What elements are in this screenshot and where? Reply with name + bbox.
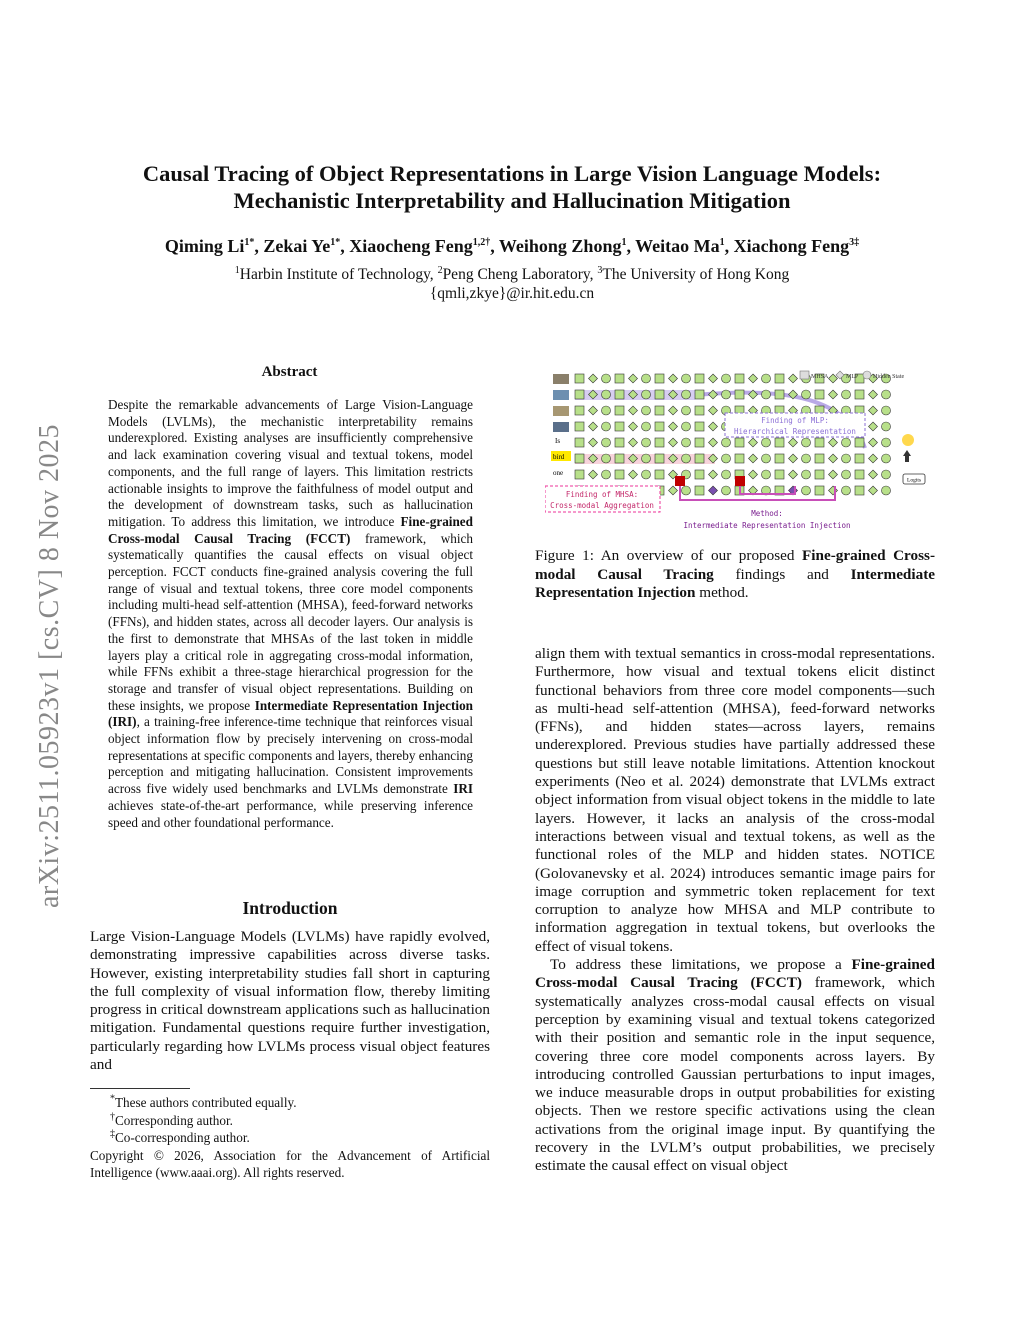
mlp-node — [629, 406, 638, 415]
image-patch — [553, 374, 569, 384]
mlp-finding-label: Hierarchical Representation — [734, 427, 856, 436]
token-label: Is — [555, 437, 561, 445]
hidden-state-node — [842, 470, 851, 479]
mhsa-finding-label: Finding of MHSA: — [565, 490, 639, 499]
mhsa-node — [655, 454, 664, 463]
mhsa-node — [815, 438, 824, 447]
affil-name: The University of Hong Kong — [602, 266, 790, 283]
affil-name: Harbin Institute of Technology, — [239, 266, 438, 283]
caption-bold: Fine-grained Cross-modal Causal Tracing — [535, 547, 935, 583]
footnote-text: These authors contributed equally. — [115, 1095, 297, 1110]
mlp-node — [749, 454, 758, 463]
hidden-state-node — [882, 486, 891, 495]
mlp-node — [709, 390, 718, 399]
hidden-state-node — [762, 454, 771, 463]
image-patch — [553, 422, 569, 432]
mhsa-node — [735, 374, 744, 383]
affil-sup: 2 — [437, 264, 443, 276]
author-sup: 1* — [244, 237, 255, 248]
mlp-node — [829, 470, 838, 479]
footnotes — [90, 1094, 490, 1182]
paragraph-text: To address these limitations, we propose a — [550, 956, 852, 974]
abstract-bold: Intermediate Representation Injection (IRI) — [108, 697, 473, 730]
hidden-state-node — [602, 454, 611, 463]
mlp-node — [629, 422, 638, 431]
mhsa-node — [695, 374, 704, 383]
author-sup: 1,2† — [472, 237, 491, 248]
mhsa-node — [695, 390, 704, 399]
mhsa-node — [615, 374, 624, 383]
hidden-state-node — [602, 406, 611, 415]
hidden-state-node — [642, 374, 651, 383]
mhsa-node — [575, 406, 584, 415]
abstract-text: achieves state-of-the-art performance, while preserving inference speed and other foundational performance. — [108, 797, 473, 830]
caption-text: method. — [695, 584, 749, 601]
hidden-state-node — [682, 486, 691, 495]
hidden-state-node — [802, 390, 811, 399]
mlp-node — [629, 438, 638, 447]
author-name: Xiachong Feng — [733, 236, 850, 256]
mhsa-node — [655, 406, 664, 415]
mhsa-node — [855, 486, 864, 495]
hidden-state-node — [602, 374, 611, 383]
title-line-1: Causal Tracing of Object Representations in Large Vision Language Models: — [142, 161, 882, 186]
footnote-1 — [90, 1094, 490, 1112]
mhsa-node — [615, 454, 624, 463]
hidden-state-node — [642, 422, 651, 431]
mhsa-node — [655, 374, 664, 383]
caption-text: Figure 1: An overview of our proposed — [535, 547, 803, 564]
legend-mhsa-label: MHSA — [811, 374, 829, 380]
mhsa-node — [615, 422, 624, 431]
author-name: Qiming Li — [164, 236, 245, 256]
hidden-state-node — [722, 374, 731, 383]
author-sup: 1* — [330, 237, 341, 248]
image-patch — [553, 406, 569, 416]
token-label: one — [553, 469, 564, 477]
mhsa-node — [575, 374, 584, 383]
hidden-state-node — [722, 454, 731, 463]
hidden-state-node — [602, 438, 611, 447]
legend-hidden-swatch — [863, 371, 871, 379]
mlp-node — [829, 454, 838, 463]
introduction-heading: Introduction — [242, 898, 338, 918]
mhsa-node — [775, 374, 784, 383]
caption-bold: Intermediate Representation Injection — [535, 565, 935, 601]
mlp-node — [669, 406, 678, 415]
mlp-node — [869, 486, 878, 495]
mlp-node — [589, 422, 598, 431]
hidden-state-node — [602, 422, 611, 431]
legend-hidden-label: Hidden State — [873, 374, 905, 380]
mlp-node — [589, 406, 598, 415]
mhsa-node — [655, 390, 664, 399]
affil-name: Peng Cheng Laboratory, — [442, 266, 598, 283]
affiliation-line — [60, 265, 964, 284]
mhsa-node — [855, 470, 864, 479]
mhsa-node — [655, 422, 664, 431]
abstract-bold: Fine-grained Cross-modal Causal Tracing (FCCT) — [108, 513, 473, 546]
hidden-state-node — [642, 406, 651, 415]
paper-title — [60, 160, 964, 214]
footnote-text: Co-corresponding author. — [115, 1130, 250, 1145]
mhsa-node — [775, 454, 784, 463]
legend-mhsa-swatch — [800, 371, 809, 379]
hidden-state-node — [882, 390, 891, 399]
mlp-node — [589, 438, 598, 447]
hidden-state-node — [602, 470, 611, 479]
hidden-state-node — [762, 374, 771, 383]
mhsa-node — [855, 390, 864, 399]
method-label: Method: — [751, 509, 783, 518]
hidden-state-node — [642, 390, 651, 399]
mlp-node — [829, 390, 838, 399]
mlp-node — [709, 422, 718, 431]
figure-1-diagram — [545, 368, 935, 535]
footnote-mark: † — [110, 1111, 115, 1123]
affiliations — [60, 265, 964, 303]
hidden-state-node — [882, 470, 891, 479]
figure-1 — [545, 368, 935, 535]
abstract-text: Despite the remarkable advancements of Large Vision-Language Models (LVLMs), the mechanistic interpretability remains underexplored. Existing analyses are insufficiently comprehensive and lack examination covering visual and textual tokens, model components, and the full range of layers. This limitation restricts actionable insights to improve the faithfulness of model output and the development of downstream tasks, such as hallucination mitigation. To address this limitation, we introduce — [108, 397, 473, 529]
author-name: Weihong Zhong — [498, 236, 622, 256]
bird-icon — [903, 450, 911, 462]
mlp-node — [789, 374, 798, 383]
mhsa-node — [695, 438, 704, 447]
footnote-mark: ‡ — [110, 1128, 115, 1140]
method-label: Intermediate Representation Injection — [683, 521, 851, 530]
hidden-state-node — [642, 470, 651, 479]
mlp-node — [629, 470, 638, 479]
mhsa-node — [655, 470, 664, 479]
abstract-bold: IRI — [453, 781, 473, 797]
mlp-node — [829, 438, 838, 447]
logits-label: Logits — [906, 477, 922, 484]
mhsa-node — [575, 470, 584, 479]
mlp-finding-label: Finding of MLP: — [761, 416, 829, 425]
introduction-body: Large Vision-Language Models (LVLMs) have rapidly evolved, demonstrating impressive capabilities across diverse tasks. However, existing interpretability studies fall short in capturing the full complexity of visual information flow, thereby limiting progress in critical downstream applications such as hallucination mitigation. Fundamental questions require further investigation, particularly regarding how LVLMs process visual object features and — [90, 928, 490, 1074]
sun-icon — [902, 434, 914, 446]
mlp-node — [789, 454, 798, 463]
arxiv-stamp — [10, 380, 70, 960]
mlp-node — [749, 438, 758, 447]
mhsa-node — [695, 406, 704, 415]
mlp-node — [749, 374, 758, 383]
paragraph — [535, 956, 935, 1176]
hidden-state-node — [722, 390, 731, 399]
figure-1-caption — [535, 547, 935, 603]
injection-marker — [735, 476, 745, 486]
mhsa-node — [575, 438, 584, 447]
mlp-node — [709, 406, 718, 415]
mhsa-finding-label: Cross-modal Aggregation — [550, 501, 654, 510]
mlp-node — [869, 454, 878, 463]
hidden-state-node — [802, 454, 811, 463]
mlp-node — [669, 422, 678, 431]
hidden-state-node — [722, 438, 731, 447]
hidden-state-node — [762, 390, 771, 399]
mlp-node — [869, 390, 878, 399]
mlp-node — [629, 374, 638, 383]
abstract-text: framework, which systematically quantifies the causal effects on visual object perception. FCCT conducts fine-grained analysis covering the full range of visual and textual tokens, three core model components including multi-head self-attention (MHSA), feed-forward networks (FFNs), and hidden states, across all decoder layers. Our analysis is the first to demonstrate that MHSAs of the last token in middle layers play a critical role in aggregating cross-modal information, while FFNs exhibit a three-stage hierarchical progression for the storage and transfer of visual object representations. Building on these insights, we propose — [108, 530, 473, 713]
mlp-node — [589, 374, 598, 383]
mhsa-node — [615, 406, 624, 415]
hidden-state-node — [602, 390, 611, 399]
mlp-node — [789, 470, 798, 479]
mhsa-node — [695, 486, 704, 495]
author-name: Xiaocheng Feng — [349, 236, 473, 256]
hidden-state-node — [682, 422, 691, 431]
mhsa-node — [735, 438, 744, 447]
mhsa-node — [775, 470, 784, 479]
footnote-3 — [90, 1129, 490, 1147]
mhsa-node — [655, 438, 664, 447]
hidden-state-node — [722, 470, 731, 479]
hidden-state-node — [682, 438, 691, 447]
hidden-state-node — [802, 438, 811, 447]
mhsa-node — [735, 390, 744, 399]
mhsa-node — [855, 454, 864, 463]
image-patch — [553, 390, 569, 400]
paragraph: align them with textual semantics in cross-modal representations. Furthermore, how visual and textual tokens elicit distinct functional behaviors from three core model components—such as multi-head self-attention (MHSA), feed-forward networks (FFNs), and hidden states—across layers, remains underexplored. Previous studies have partially addressed these questions but still leave notable limitations. Attention knockout experiments (Neo et al. 2024) demonstrate that LVLMs extract object information from visual object tokens in the middle to late layers. However, it lacks an analysis of the cross-modal interactions between visual and textual tokens, as well as the functional roles of the MLP and hidden states. NOTICE (Golovanevsky et al. 2024) introduces semantic image pairs for image corruption and symmetric token replacement for text corruption to analyze how MHSA and MLP contribute to information aggregation in textual tokens, but overlooks the effect of visual tokens. — [535, 645, 935, 955]
hidden-state-node — [642, 438, 651, 447]
abstract-body — [108, 397, 473, 831]
hidden-state-node — [682, 406, 691, 415]
footnote-text: Corresponding author. — [115, 1112, 233, 1128]
mhsa-node — [815, 486, 824, 495]
mhsa-node — [615, 470, 624, 479]
mhsa-node — [815, 470, 824, 479]
mlp-node — [709, 374, 718, 383]
mhsa-node — [815, 454, 824, 463]
hidden-state-node — [762, 470, 771, 479]
hidden-state-node — [802, 486, 811, 495]
title-line-2: Mechanistic Interpretability and Hallucination Mitigation — [233, 188, 791, 213]
mlp-node — [669, 438, 678, 447]
hidden-state-node — [762, 438, 771, 447]
mhsa-node — [695, 454, 704, 463]
hidden-state-node — [722, 486, 731, 495]
author-sup: 1 — [621, 237, 627, 248]
mhsa-node — [575, 422, 584, 431]
footnote-2 — [90, 1112, 490, 1130]
mlp-node — [789, 438, 798, 447]
footnote-mark: * — [110, 1093, 115, 1105]
caption-text: findings and — [713, 565, 851, 583]
mhsa-node — [775, 390, 784, 399]
mlp-node — [709, 486, 718, 495]
mlp-node — [709, 470, 718, 479]
mhsa-node — [615, 390, 624, 399]
mlp-node — [669, 374, 678, 383]
right-column-body — [535, 645, 935, 1176]
mlp-node — [669, 486, 678, 495]
hidden-state-node — [882, 406, 891, 415]
hidden-state-node — [682, 374, 691, 383]
hidden-state-node — [682, 390, 691, 399]
hidden-state-node — [842, 486, 851, 495]
author-email: {qmli,zkye}@ir.hit.edu.cn — [429, 285, 595, 302]
hidden-state-node — [842, 390, 851, 399]
author-list: Qiming $Li^{1*}$, Zekai $Ye^{1*}$, Xiaocheng Feng$^{1,2\dagger}$, Weihong Zhong$^1$, Weitao Ma$^1$, Xiachong Feng$^{3\ddagger}$ — [164, 236, 860, 256]
abstract-heading: Abstract — [261, 364, 318, 380]
hidden-state-node — [842, 454, 851, 463]
mhsa-node — [815, 390, 824, 399]
author-sup: 1 — [719, 237, 725, 248]
mlp-node — [709, 438, 718, 447]
hidden-state-node — [802, 470, 811, 479]
mhsa-node — [735, 454, 744, 463]
mhsa-node — [855, 438, 864, 447]
author-name: Weitao Ma — [635, 236, 720, 256]
mlp-node — [589, 470, 598, 479]
mhsa-node — [575, 390, 584, 399]
mlp-node — [749, 470, 758, 479]
hidden-state-node — [842, 438, 851, 447]
mhsa-node — [615, 438, 624, 447]
mlp-node — [869, 406, 878, 415]
mhsa-node — [575, 454, 584, 463]
hidden-state-node — [682, 454, 691, 463]
mhsa-node — [695, 422, 704, 431]
mlp-node — [869, 470, 878, 479]
injection-marker — [675, 476, 685, 486]
mlp-node — [869, 438, 878, 447]
mhsa-node — [775, 438, 784, 447]
paragraph-text: framework, which systematically analyzes cross-modal causal effects on visual perception by examining visual and textual tokens categorized with their position and semantic role in the input sequence, covering three core model components across layers. By introducing controlled Gaussian perturbations to input images, we induce measurable drops in output probabilities for existing objects. Then we restore specific activations using the clean activations from the original image input. By quantifying the recovery in the LVLM’s output probabilities, we precisely estimate the causal effect on visual object — [535, 974, 935, 1175]
hidden-state-node — [642, 454, 651, 463]
hidden-state-node — [882, 438, 891, 447]
hidden-state-node — [882, 422, 891, 431]
footnote-rule — [90, 1088, 190, 1089]
abstract-text: , a training-free inference-time technique that reinforces visual object information flow by precisely intervening on cross-modal representations at specific components and layers, thereby enhancing perception and mitigating hallucination. Consistent improvements across five widely used benchmarks and LVLMs demonstrate — [108, 714, 473, 797]
author-name: Zekai Ye — [263, 236, 331, 256]
affil-sup: 3 — [597, 264, 603, 276]
legend-mlp-label: MLP — [846, 374, 859, 380]
copyright-notice: Copyright © 2026, Association for the Advancement of Artificial Intelligence (www.aaai.org). All rights reserved. — [90, 1147, 490, 1180]
arxiv-stamp-text: arXiv:2511.05923v1 [cs.CV] 8 Nov 2025 — [34, 423, 65, 909]
token-label: bird — [553, 453, 565, 461]
hidden-state-node — [882, 454, 891, 463]
mlp-node — [869, 422, 878, 431]
mhsa-node — [695, 470, 704, 479]
mlp-node — [829, 486, 838, 495]
affil-sup: 1 — [234, 264, 240, 276]
author-sup: 3‡ — [849, 237, 860, 248]
paragraph-bold: Fine-grained Cross-modal Causal Tracing (FCCT) — [535, 956, 935, 992]
